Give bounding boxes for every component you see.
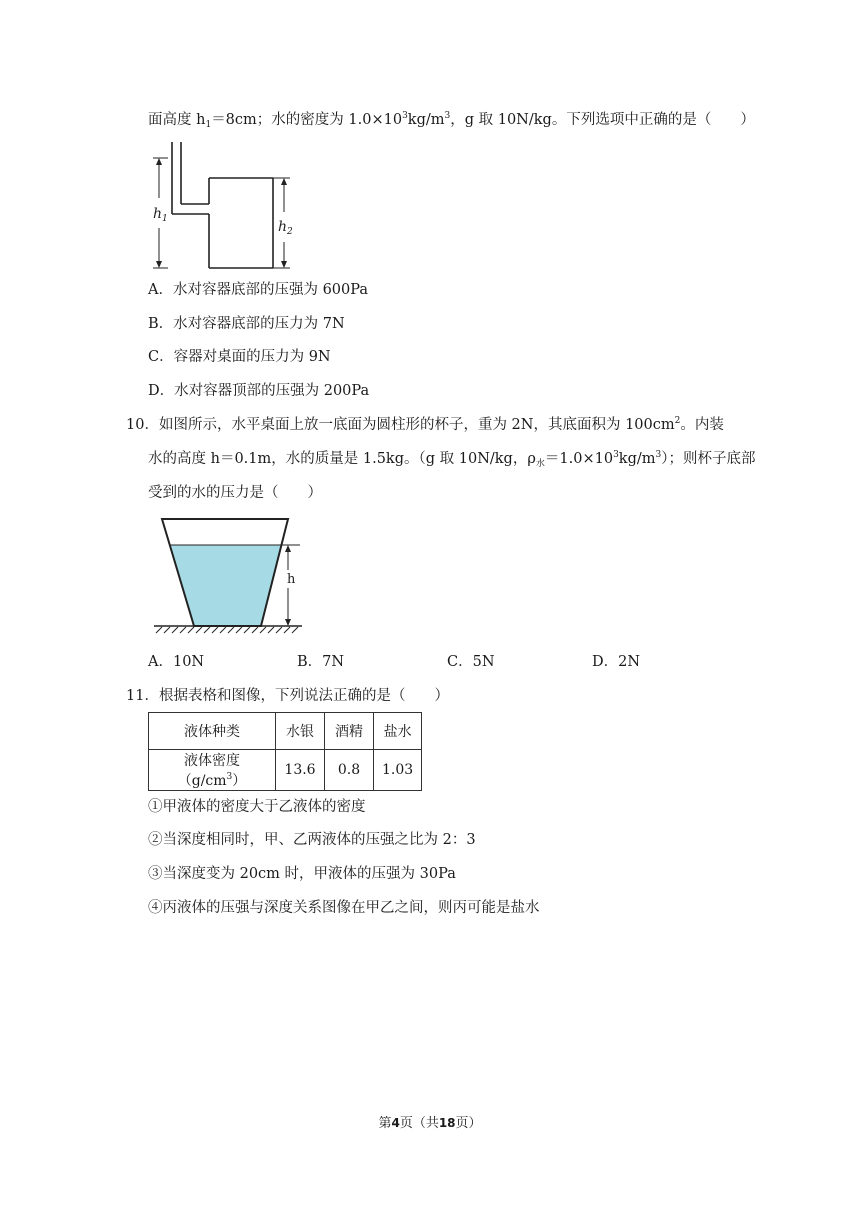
q10-water [170,545,282,626]
table-cell: 0.8 [325,750,374,791]
q10-option-d: D．2N [592,654,641,670]
q10-option-a: A．10N [148,654,205,670]
page-footer: 第4页（共18页） [378,1116,482,1131]
svg-text:h2: $h_2$ [278,219,293,237]
q11-statement-4: ④丙液体的压强与深度关系图像在甲乙之间，则丙可能是盐水 [148,900,540,916]
q11-statement-2: ②当深度相同时，甲、乙两液体的压强之比为 2：3 [148,832,476,848]
q11-statement-1: ①甲液体的密度大于乙液体的密度 [148,799,366,815]
svg-text:h: h [287,572,296,587]
svg-text:h1: $h_1$ [153,206,168,224]
q11-stem: 11．根据表格和图像，下列说法正确的是（ ） [126,688,449,704]
q9-option-b: B．水对容器底部的压力为 7N [148,316,345,332]
q9-container-figure [148,140,308,275]
table-header-cell: 盐水 [374,713,422,750]
table-cell: 1.03 [374,750,422,791]
table-header-cell: 液体种类 [149,713,276,750]
q9-option-a: A．水对容器底部的压强为 600Pa [148,282,369,298]
table-header-cell: 酒精 [325,713,374,750]
q10-option-c: C．5N [447,654,495,670]
table-cell: 13.6 [276,750,325,791]
q10-stem-line2: 水的高度 h＝0.1m，水的质量是 1.5kg。（g 取 10N/kg，$\rho_水=1.0\times 10^3kg/m^3$）；则杯子底部 [148,450,756,469]
q10-stem-line1: 10．如图所示，水平桌面上放一底面为圆柱形的杯子，重为 2N，其底面积为 $100cm^2$。内装 [126,416,724,433]
q11-statement-3: ③当深度变为 20cm 时，甲液体的压强为 30Pa [148,866,456,882]
q9-intro: 面高度 $h_1=8cm$；水的密度为 $1.0\times 10^3kg/m^3$，g 取 10N/kg。下列选项中正确的是（ ） [148,111,755,130]
table-header-row [149,713,422,750]
q9-option-d: D．水对容器顶部的压强为 200Pa [148,383,370,399]
page-number: 4 [391,1116,400,1130]
q10-option-b: B．7N [297,654,345,670]
table-row-label: 液体密度$(g/cm^3)$ [149,750,276,791]
q10-cup-figure [152,515,307,637]
table-header-cell: 水银 [276,713,325,750]
table-row [149,750,422,791]
q10-stem-line3: 受到的水的压力是（ ） [148,485,322,501]
density-table [148,712,422,791]
page-total: 18 [438,1116,456,1130]
q9-option-c: C．容器对桌面的压力为 9N [148,349,331,365]
